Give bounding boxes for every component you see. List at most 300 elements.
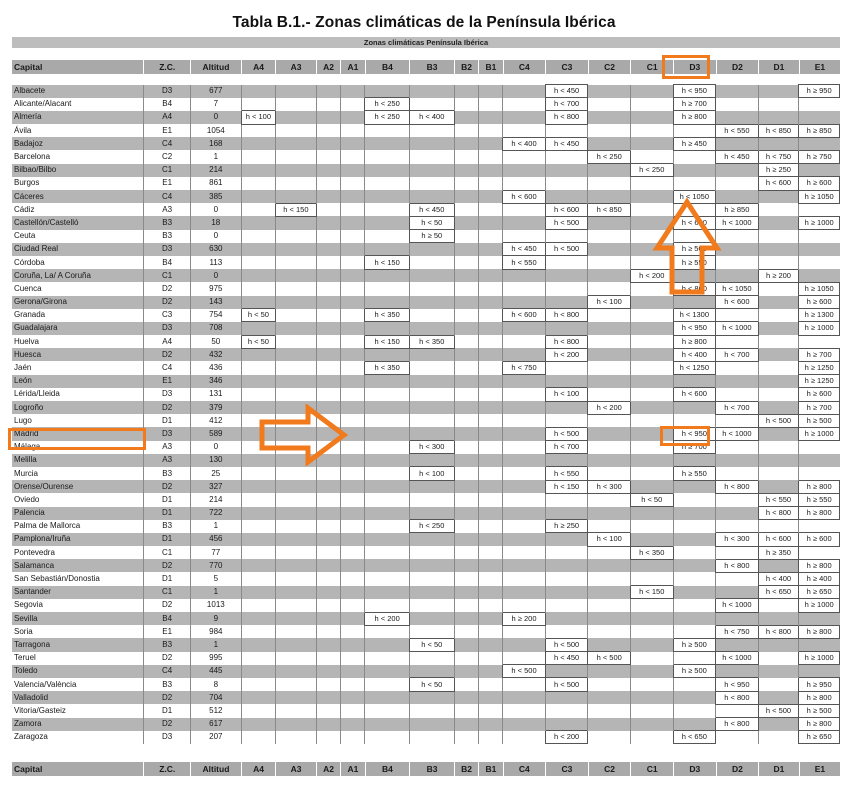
capital-cell: Valladolid (12, 691, 144, 704)
altitude-range-cell: h < 1050 (673, 190, 716, 203)
right-arrow-icon (258, 404, 350, 466)
altitude-range-cell (673, 520, 716, 533)
altitude-range-cell (365, 638, 410, 651)
altitude-range-cell (503, 124, 546, 137)
altitude-range-cell (365, 216, 410, 229)
altitude-range-cell (241, 243, 275, 256)
altitude-range-cell (365, 322, 410, 335)
altitude-range-cell (758, 612, 799, 625)
altitude-range-cell (503, 296, 546, 309)
altitude-range-cell (365, 718, 410, 731)
altitude-range-cell (454, 612, 478, 625)
altitude-range-cell (478, 665, 502, 678)
altitude-range-cell (454, 691, 478, 704)
altitude-range-cell (316, 309, 340, 322)
column-header: B3 (410, 762, 455, 776)
altitude-range-cell: h < 250 (630, 164, 673, 177)
altitude-range-cell (758, 467, 799, 480)
altitude-range-cell (478, 520, 502, 533)
capital-cell: Orense/Ourense (12, 480, 144, 493)
altitude-range-cell (503, 282, 546, 295)
altitude-range-cell (673, 678, 716, 691)
altitude-range-cell (503, 164, 546, 177)
altitude-range-cell (503, 441, 546, 454)
zone-cell: C1 (144, 586, 191, 599)
altitude-range-cell (503, 348, 546, 361)
altitude-cell: 379 (190, 401, 241, 414)
altitude-range-cell: h ≥ 200 (503, 612, 546, 625)
altitude-range-cell (276, 572, 317, 585)
table-row (12, 361, 840, 374)
altitude-range-cell (758, 480, 799, 493)
altitude-range-cell: h < 150 (365, 335, 410, 348)
altitude-range-cell (588, 388, 631, 401)
altitude-range-cell (316, 216, 340, 229)
altitude-range-cell: h < 550 (758, 493, 799, 506)
altitude-range-cell (241, 731, 275, 744)
altitude-range-cell (454, 190, 478, 203)
altitude-range-cell (716, 572, 759, 585)
altitude-range-cell (630, 309, 673, 322)
altitude-range-cell (588, 190, 631, 203)
altitude-range-cell (316, 507, 340, 520)
altitude-range-cell (630, 98, 673, 111)
table-title: Tabla B.1.- Zonas climáticas de la Península Ibérica (232, 14, 616, 31)
altitude-range-cell (276, 190, 317, 203)
altitude-range-cell (799, 269, 840, 282)
altitude-range-cell (478, 625, 502, 638)
table-row (12, 322, 840, 335)
altitude-range-cell (365, 625, 410, 638)
altitude-range-cell (365, 467, 410, 480)
zone-cell: E1 (144, 124, 191, 137)
altitude-range-cell (409, 361, 454, 374)
altitude-range-cell (341, 665, 365, 678)
altitude-range-cell (588, 375, 631, 388)
altitude-range-cell (673, 599, 716, 612)
altitude-range-cell (716, 137, 759, 150)
altitude-range-cell (503, 401, 546, 414)
altitude-range-cell (454, 164, 478, 177)
altitude-range-cell (716, 612, 759, 625)
altitude-range-cell (365, 572, 410, 585)
column-header: Capital (12, 762, 144, 776)
altitude-range-cell (716, 230, 759, 243)
altitude-range-cell (365, 731, 410, 744)
altitude-range-cell: h < 600 (503, 190, 546, 203)
madrid-highlight-box (8, 428, 146, 450)
altitude-range-cell: h ≥ 450 (673, 137, 716, 150)
altitude-range-cell: h ≥ 200 (758, 269, 799, 282)
altitude-range-cell (716, 520, 759, 533)
altitude-range-cell: h ≥ 800 (799, 480, 840, 493)
altitude-range-cell (241, 203, 275, 216)
altitude-range-cell (673, 652, 716, 665)
altitude-range-cell (276, 625, 317, 638)
capital-cell: Oviedo (12, 493, 144, 506)
altitude-range-cell (341, 361, 365, 374)
column-header: D1 (759, 60, 800, 74)
altitude-range-cell (241, 652, 275, 665)
capital-cell: Salamanca (12, 559, 144, 572)
column-header: C3 (546, 762, 589, 776)
capital-cell: Castellón/Castelló (12, 216, 144, 229)
altitude-range-cell (241, 164, 275, 177)
altitude-range-cell (716, 164, 759, 177)
table-row (12, 704, 840, 717)
altitude-range-cell (341, 335, 365, 348)
altitude-range-cell (454, 256, 478, 269)
altitude-range-cell: h ≥ 350 (758, 546, 799, 559)
column-header: A3 (276, 762, 317, 776)
altitude-range-cell: h < 1000 (716, 322, 759, 335)
altitude-range-cell (545, 401, 588, 414)
altitude-range-cell: h < 400 (503, 137, 546, 150)
altitude-range-cell (409, 124, 454, 137)
altitude-range-cell (478, 546, 502, 559)
zone-cell: C4 (144, 361, 191, 374)
zone-cell: B4 (144, 612, 191, 625)
altitude-range-cell: h < 150 (276, 203, 317, 216)
altitude-range-cell (716, 665, 759, 678)
altitude-range-cell (588, 691, 631, 704)
altitude-range-cell (365, 599, 410, 612)
altitude-range-cell: h ≥ 500 (673, 665, 716, 678)
altitude-range-cell (588, 427, 631, 440)
altitude-range-cell (365, 704, 410, 717)
altitude-range-cell (758, 427, 799, 440)
altitude-range-cell (341, 230, 365, 243)
altitude-cell: 50 (190, 335, 241, 348)
altitude-cell: 327 (190, 480, 241, 493)
capital-cell: Pamplona/Iruña (12, 533, 144, 546)
altitude-range-cell (316, 230, 340, 243)
altitude-range-cell (630, 322, 673, 335)
altitude-range-cell: h < 800 (716, 691, 759, 704)
altitude-range-cell (588, 361, 631, 374)
capital-cell: Coruña, La/ A Coruña (12, 269, 144, 282)
altitude-cell: 0 (190, 203, 241, 216)
table-row (12, 137, 840, 150)
column-header: D1 (759, 762, 800, 776)
altitude-range-cell (673, 718, 716, 731)
altitude-range-cell (454, 546, 478, 559)
altitude-range-cell (545, 507, 588, 520)
altitude-range-cell (341, 309, 365, 322)
altitude-range-cell (409, 85, 454, 98)
altitude-range-cell (276, 361, 317, 374)
altitude-range-cell (503, 98, 546, 111)
zone-cell: B3 (144, 216, 191, 229)
table-row (12, 599, 840, 612)
zone-cell: D3 (144, 731, 191, 744)
altitude-range-cell: h < 800 (716, 559, 759, 572)
madrid-d3-value-highlight-box (660, 426, 710, 446)
altitude-range-cell (799, 203, 840, 216)
altitude-range-cell (241, 177, 275, 190)
altitude-range-cell (758, 731, 799, 744)
altitude-range-cell: h < 600 (758, 533, 799, 546)
altitude-range-cell (478, 441, 502, 454)
altitude-cell: 214 (190, 164, 241, 177)
altitude-range-cell (454, 454, 478, 467)
altitude-range-cell (241, 507, 275, 520)
altitude-range-cell (454, 216, 478, 229)
altitude-range-cell (758, 111, 799, 124)
table-row (12, 612, 840, 625)
altitude-range-cell (365, 507, 410, 520)
altitude-range-cell (630, 533, 673, 546)
altitude-range-cell: h < 450 (545, 137, 588, 150)
table-row (12, 348, 840, 361)
altitude-range-cell (316, 559, 340, 572)
altitude-range-cell (545, 361, 588, 374)
altitude-range-cell (365, 190, 410, 203)
altitude-range-cell: h ≥ 500 (799, 414, 840, 427)
column-header: A1 (341, 762, 365, 776)
altitude-range-cell: h ≥ 1000 (799, 216, 840, 229)
altitude-cell: 25 (190, 467, 241, 480)
altitude-range-cell (545, 559, 588, 572)
capital-cell: Toledo (12, 665, 144, 678)
altitude-range-cell: h < 400 (758, 572, 799, 585)
altitude-range-cell: h < 500 (503, 665, 546, 678)
altitude-range-cell (276, 388, 317, 401)
column-header: B3 (410, 60, 455, 74)
altitude-range-cell (503, 375, 546, 388)
altitude-range-cell: h < 950 (673, 322, 716, 335)
altitude-range-cell: h ≥ 1050 (799, 282, 840, 295)
altitude-range-cell (673, 124, 716, 137)
altitude-range-cell (758, 309, 799, 322)
altitude-range-cell (409, 388, 454, 401)
altitude-range-cell (276, 546, 317, 559)
altitude-range-cell (630, 652, 673, 665)
altitude-range-cell (276, 230, 317, 243)
altitude-range-cell (545, 164, 588, 177)
altitude-range-cell: h < 450 (545, 85, 588, 98)
capital-cell: Segovia (12, 599, 144, 612)
altitude-range-cell (409, 652, 454, 665)
zone-cell: D2 (144, 296, 191, 309)
altitude-range-cell: h ≥ 800 (799, 625, 840, 638)
altitude-range-cell: h < 100 (545, 388, 588, 401)
altitude-range-cell (758, 652, 799, 665)
altitude-range-cell (503, 414, 546, 427)
altitude-range-cell (758, 691, 799, 704)
altitude-range-cell: h ≥ 800 (799, 691, 840, 704)
altitude-range-cell (545, 256, 588, 269)
altitude-range-cell: h < 300 (588, 480, 631, 493)
altitude-range-cell (758, 559, 799, 572)
altitude-range-cell (588, 467, 631, 480)
altitude-range-cell (341, 243, 365, 256)
altitude-range-cell (454, 625, 478, 638)
altitude-range-cell: h ≥ 400 (799, 572, 840, 585)
altitude-range-cell: h ≥ 1250 (799, 361, 840, 374)
altitude-range-cell (478, 177, 502, 190)
altitude-cell: 214 (190, 493, 241, 506)
zone-cell: C1 (144, 546, 191, 559)
table-row (12, 665, 840, 678)
altitude-range-cell (478, 467, 502, 480)
altitude-range-cell (503, 467, 546, 480)
altitude-range-cell (241, 559, 275, 572)
altitude-range-cell (478, 150, 502, 163)
altitude-range-cell (545, 322, 588, 335)
capital-cell: Cáceres (12, 190, 144, 203)
altitude-range-cell (316, 493, 340, 506)
capital-cell: Soria (12, 625, 144, 638)
table-row (12, 718, 840, 731)
capital-cell: Valencia/València (12, 678, 144, 691)
altitude-range-cell: h < 700 (545, 98, 588, 111)
altitude-range-cell (799, 665, 840, 678)
table-row (12, 678, 840, 691)
altitude-range-cell (503, 388, 546, 401)
altitude-range-cell (454, 203, 478, 216)
capital-cell: Guadalajara (12, 322, 144, 335)
altitude-range-cell: h ≥ 550 (673, 467, 716, 480)
altitude-range-cell (341, 731, 365, 744)
altitude-range-cell: h < 500 (545, 216, 588, 229)
altitude-cell: 131 (190, 388, 241, 401)
altitude-range-cell (503, 203, 546, 216)
altitude-range-cell (673, 401, 716, 414)
altitude-range-cell (758, 638, 799, 651)
altitude-range-cell (316, 388, 340, 401)
altitude-range-cell (799, 335, 840, 348)
altitude-range-cell (588, 177, 631, 190)
altitude-cell: 677 (190, 85, 241, 98)
altitude-range-cell (758, 98, 799, 111)
altitude-range-cell (588, 559, 631, 572)
zone-cell: D2 (144, 559, 191, 572)
altitude-range-cell: h < 250 (365, 98, 410, 111)
altitude-cell: 207 (190, 731, 241, 744)
altitude-cell: 995 (190, 652, 241, 665)
altitude-range-cell (454, 441, 478, 454)
altitude-range-cell (630, 150, 673, 163)
altitude-range-cell (588, 243, 631, 256)
altitude-range-cell (454, 718, 478, 731)
altitude-range-cell (478, 230, 502, 243)
altitude-range-cell (276, 559, 317, 572)
altitude-range-cell: h ≥ 1000 (799, 322, 840, 335)
capital-cell: Albacete (12, 85, 144, 98)
altitude-range-cell (630, 177, 673, 190)
altitude-range-cell: h < 800 (758, 507, 799, 520)
altitude-range-cell (758, 85, 799, 98)
altitude-cell: 9 (190, 612, 241, 625)
altitude-cell: 436 (190, 361, 241, 374)
altitude-range-cell (799, 230, 840, 243)
table-row (12, 480, 840, 493)
zone-cell: B3 (144, 520, 191, 533)
altitude-cell: 984 (190, 625, 241, 638)
altitude-range-cell (341, 691, 365, 704)
altitude-range-cell: h ≥ 850 (716, 203, 759, 216)
altitude-range-cell: h < 600 (545, 203, 588, 216)
altitude-range-cell (716, 269, 759, 282)
zone-cell: D2 (144, 401, 191, 414)
altitude-range-cell (503, 704, 546, 717)
table-row (12, 375, 840, 388)
column-header: D2 (716, 762, 759, 776)
altitude-range-cell (409, 691, 454, 704)
altitude-range-cell (316, 665, 340, 678)
altitude-range-cell: h < 50 (409, 638, 454, 651)
altitude-range-cell: h ≥ 650 (799, 731, 840, 744)
altitude-range-cell (341, 388, 365, 401)
column-header: B2 (454, 60, 478, 74)
altitude-range-cell: h < 950 (673, 427, 716, 440)
altitude-cell: 77 (190, 546, 241, 559)
altitude-range-cell (758, 282, 799, 295)
altitude-range-cell: h ≥ 950 (799, 85, 840, 98)
altitude-range-cell: h < 50 (409, 216, 454, 229)
altitude-range-cell (341, 177, 365, 190)
table-row (12, 309, 840, 322)
altitude-range-cell (588, 137, 631, 150)
altitude-range-cell (588, 678, 631, 691)
altitude-range-cell (341, 203, 365, 216)
zone-cell: A3 (144, 454, 191, 467)
zone-cell: D1 (144, 572, 191, 585)
altitude-range-cell (341, 124, 365, 137)
altitude-range-cell (241, 691, 275, 704)
altitude-range-cell (316, 177, 340, 190)
altitude-range-cell (630, 401, 673, 414)
zone-cell: D3 (144, 85, 191, 98)
altitude-range-cell (799, 98, 840, 111)
altitude-range-cell (630, 612, 673, 625)
capital-cell: Córdoba (12, 256, 144, 269)
altitude-range-cell (276, 718, 317, 731)
altitude-range-cell: h ≥ 700 (673, 98, 716, 111)
altitude-range-cell (478, 427, 502, 440)
table-row (12, 731, 840, 744)
column-header: B4 (365, 60, 410, 74)
altitude-range-cell (454, 85, 478, 98)
column-header: B1 (479, 762, 503, 776)
altitude-range-cell (409, 572, 454, 585)
capital-cell: Zamora (12, 718, 144, 731)
altitude-range-cell (588, 441, 631, 454)
altitude-range-cell (365, 388, 410, 401)
altitude-range-cell (630, 559, 673, 572)
altitude-range-cell (241, 124, 275, 137)
column-header: D2 (716, 60, 759, 74)
altitude-cell: 0 (190, 269, 241, 282)
altitude-range-cell (241, 533, 275, 546)
altitude-range-cell: h < 1000 (716, 427, 759, 440)
altitude-range-cell (341, 348, 365, 361)
altitude-range-cell (588, 572, 631, 585)
altitude-range-cell: h < 500 (545, 638, 588, 651)
column-header: D3 (673, 762, 716, 776)
capital-cell: Málaga (12, 441, 144, 454)
altitude-range-cell (758, 216, 799, 229)
altitude-range-cell (241, 665, 275, 678)
altitude-range-cell: h < 200 (545, 731, 588, 744)
altitude-range-cell (276, 85, 317, 98)
capital-cell: León (12, 375, 144, 388)
altitude-cell: 1 (190, 586, 241, 599)
altitude-range-cell (503, 678, 546, 691)
table-row (12, 467, 840, 480)
altitude-range-cell (758, 230, 799, 243)
